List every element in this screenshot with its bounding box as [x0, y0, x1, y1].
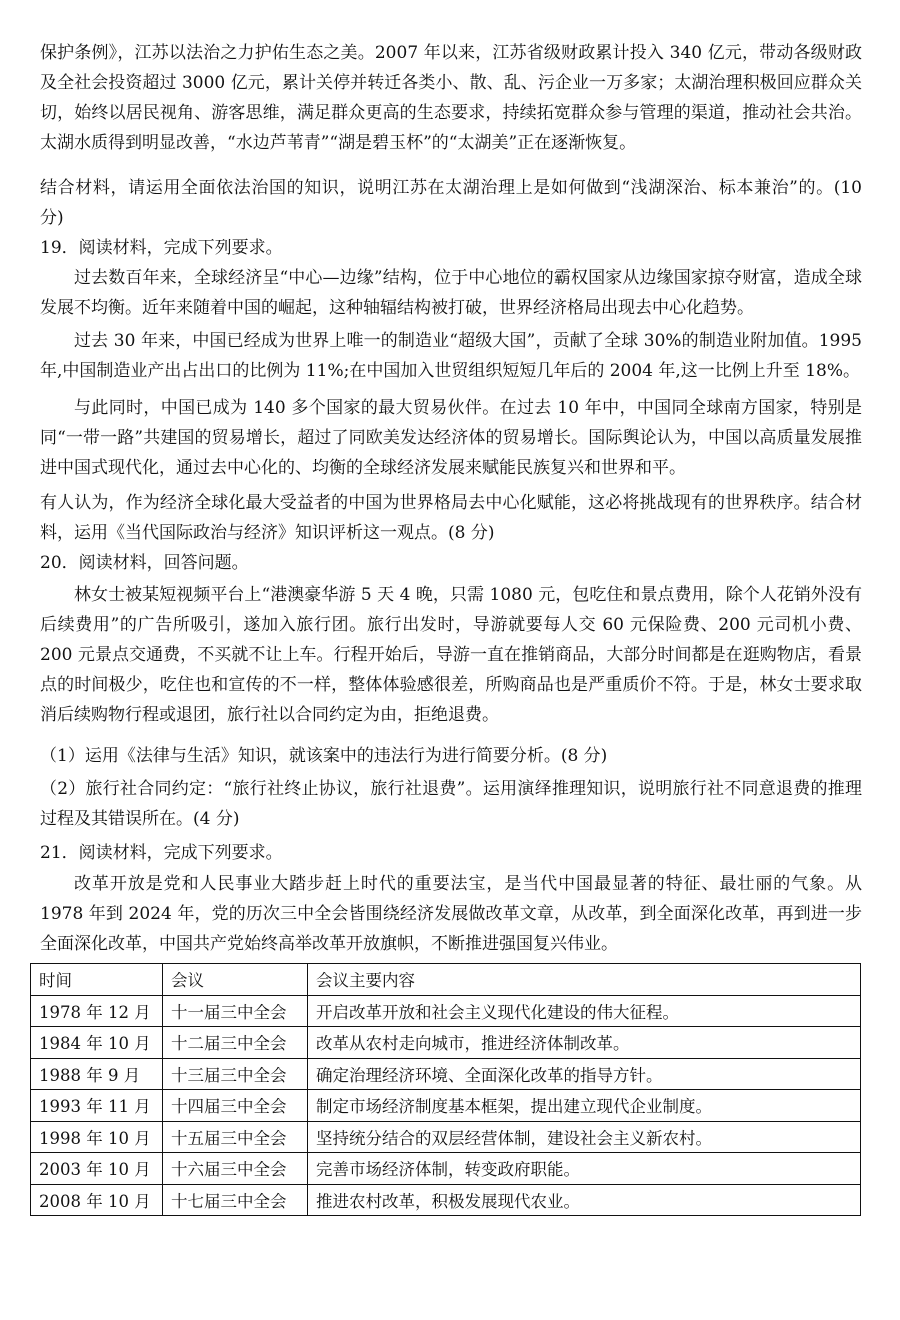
header-content: 会议主要内容 — [308, 964, 861, 996]
material-paragraph: 与此同时，中国已成为 140 多个国家的最大贸易伙伴。在过去 10 年中，中国同全球南方国家，特别是同“一带一路”共建国的贸易增长，超过了同欧美发达经济体的贸易增长。国际舆论认为，中国以高质量发展推进中国式现代化，通过去中心化的、均衡的全球经济发展来赋能民族复兴和世界和平。 — [40, 398, 862, 478]
question-20-sub-1: （1）运用《法律与生活》知识，就该案中的违法行为进行简要分析。(8 分) — [40, 746, 608, 766]
question-19-heading: 19．阅读材料，完成下列要求。 — [40, 238, 283, 258]
cell-time: 2008 年 10 月 — [31, 1184, 163, 1216]
question-20-heading: 20．阅读材料，回答问题。 — [40, 553, 249, 573]
table-row — [31, 1027, 861, 1059]
table-row — [31, 1153, 861, 1185]
table-row — [31, 1184, 861, 1216]
question-18-prompt: 结合材料，请运用全面依法治国的知识，说明江苏在太湖治理上是如何做到“浅湖深治、标本兼治”的。(10 分) — [40, 178, 862, 228]
cell-content: 坚持统分结合的双层经营体制，建设社会主义新农村。 — [308, 1121, 861, 1153]
cell-time: 1978 年 12 月 — [31, 995, 163, 1027]
cell-meeting: 十五届三中全会 — [163, 1121, 308, 1153]
cell-content: 开启改革开放和社会主义现代化建设的伟大征程。 — [308, 995, 861, 1027]
material-paragraph: 林女士被某短视频平台上“港澳豪华游 5 天 4 晚，只需 1080 元，包吃住和景点费用，除个人花销外没有后续费用”的广告所吸引，遂加入旅行团。旅行出发时，导游就要每人交 60 元保险费、200 元司机小费、200 元景点交通费，不买就不让上车。行程开始后，导游一直在推销商品，大部分时间都是在逛购物店，看景点的时间极少，吃住也和宣传的不一样，整体体验感很差，所购商品也是严重质价不符。于是，林女士要求取消后续购物行程或退团，旅行社以合同约定为由，拒绝退费。 — [40, 585, 862, 725]
table-row — [31, 1058, 861, 1090]
table-row — [31, 1121, 861, 1153]
cell-content: 推进农村改革，积极发展现代农业。 — [308, 1184, 861, 1216]
cell-content: 完善市场经济体制，转变政府职能。 — [308, 1153, 861, 1185]
question-19-prompt: 有人认为，作为经济全球化最大受益者的中国为世界格局去中心化赋能，这必将挑战现有的世界秩序。结合材料，运用《当代国际政治与经济》知识评析这一观点。(8 分) — [40, 493, 862, 543]
cell-content: 制定市场经济制度基本框架，提出建立现代企业制度。 — [308, 1090, 861, 1122]
cell-content: 改革从农村走向城市，推进经济体制改革。 — [308, 1027, 861, 1059]
plenum-table — [30, 963, 861, 1216]
cell-time: 1984 年 10 月 — [31, 1027, 163, 1059]
material-paragraph: 过去 30 年来，中国已经成为世界上唯一的制造业“超级大国”，贡献了全球 30%的制造业附加值。1995 年,中国制造业产出占出口的比例为 11%;在中国加入世贸组织短短几年后的 2004 年,这一比例上升至 18%。 — [40, 331, 862, 381]
question-21-heading: 21．阅读材料，完成下列要求。 — [40, 843, 283, 863]
table-row — [31, 1090, 861, 1122]
cell-time: 1988 年 9 月 — [31, 1058, 163, 1090]
material-paragraph: 改革开放是党和人民事业大踏步赶上时代的重要法宝，是当代中国最显著的特征、最壮丽的气象。从 1978 年到 2024 年，党的历次三中全会皆围绕经济发展做改革文章，从改革，到全面深化改革，再到进一步全面深化改革，中国共产党始终高举改革开放旗帜，不断推进强国复兴伟业。 — [40, 874, 862, 954]
cell-time: 2003 年 10 月 — [31, 1153, 163, 1185]
cell-meeting: 十一届三中全会 — [163, 995, 308, 1027]
table-row — [31, 995, 861, 1027]
material-paragraph: 保护条例》，江苏以法治之力护佑生态之美。2007 年以来，江苏省级财政累计投入 340 亿元，带动各级财政及全社会投资超过 3000 亿元，累计关停并转迁各类小、散、乱、污企业一万多家；太湖治理积极回应群众关切，始终以居民视角、游客思维，满足群众更高的生态要求，持续拓宽群众参与管理的渠道，推动社会共治。太湖水质得到明显改善，“水边芦苇青”“湖是碧玉杯”的“太湖美”正在逐渐恢复。 — [40, 43, 862, 153]
cell-time: 1998 年 10 月 — [31, 1121, 163, 1153]
question-20-sub-2: （2）旅行社合同约定：“旅行社终止协议，旅行社退费”。运用演绎推理知识，说明旅行社不同意退费的推理过程及其错误所在。(4 分) — [40, 779, 862, 829]
cell-content: 确定治理经济环境、全面深化改革的指导方针。 — [308, 1058, 861, 1090]
cell-meeting: 十六届三中全会 — [163, 1153, 308, 1185]
table-header-row — [31, 964, 861, 996]
cell-time: 1993 年 11 月 — [31, 1090, 163, 1122]
header-time: 时间 — [31, 964, 163, 996]
cell-meeting: 十二届三中全会 — [163, 1027, 308, 1059]
cell-meeting: 十三届三中全会 — [163, 1058, 308, 1090]
cell-meeting: 十四届三中全会 — [163, 1090, 308, 1122]
material-paragraph: 过去数百年来，全球经济呈“中心—边缘”结构，位于中心地位的霸权国家从边缘国家掠夺财富，造成全球发展不均衡。近年来随着中国的崛起，这种轴辐结构被打破，世界经济格局出现去中心化趋势。 — [40, 268, 862, 318]
cell-meeting: 十七届三中全会 — [163, 1184, 308, 1216]
header-meeting: 会议 — [163, 964, 308, 996]
